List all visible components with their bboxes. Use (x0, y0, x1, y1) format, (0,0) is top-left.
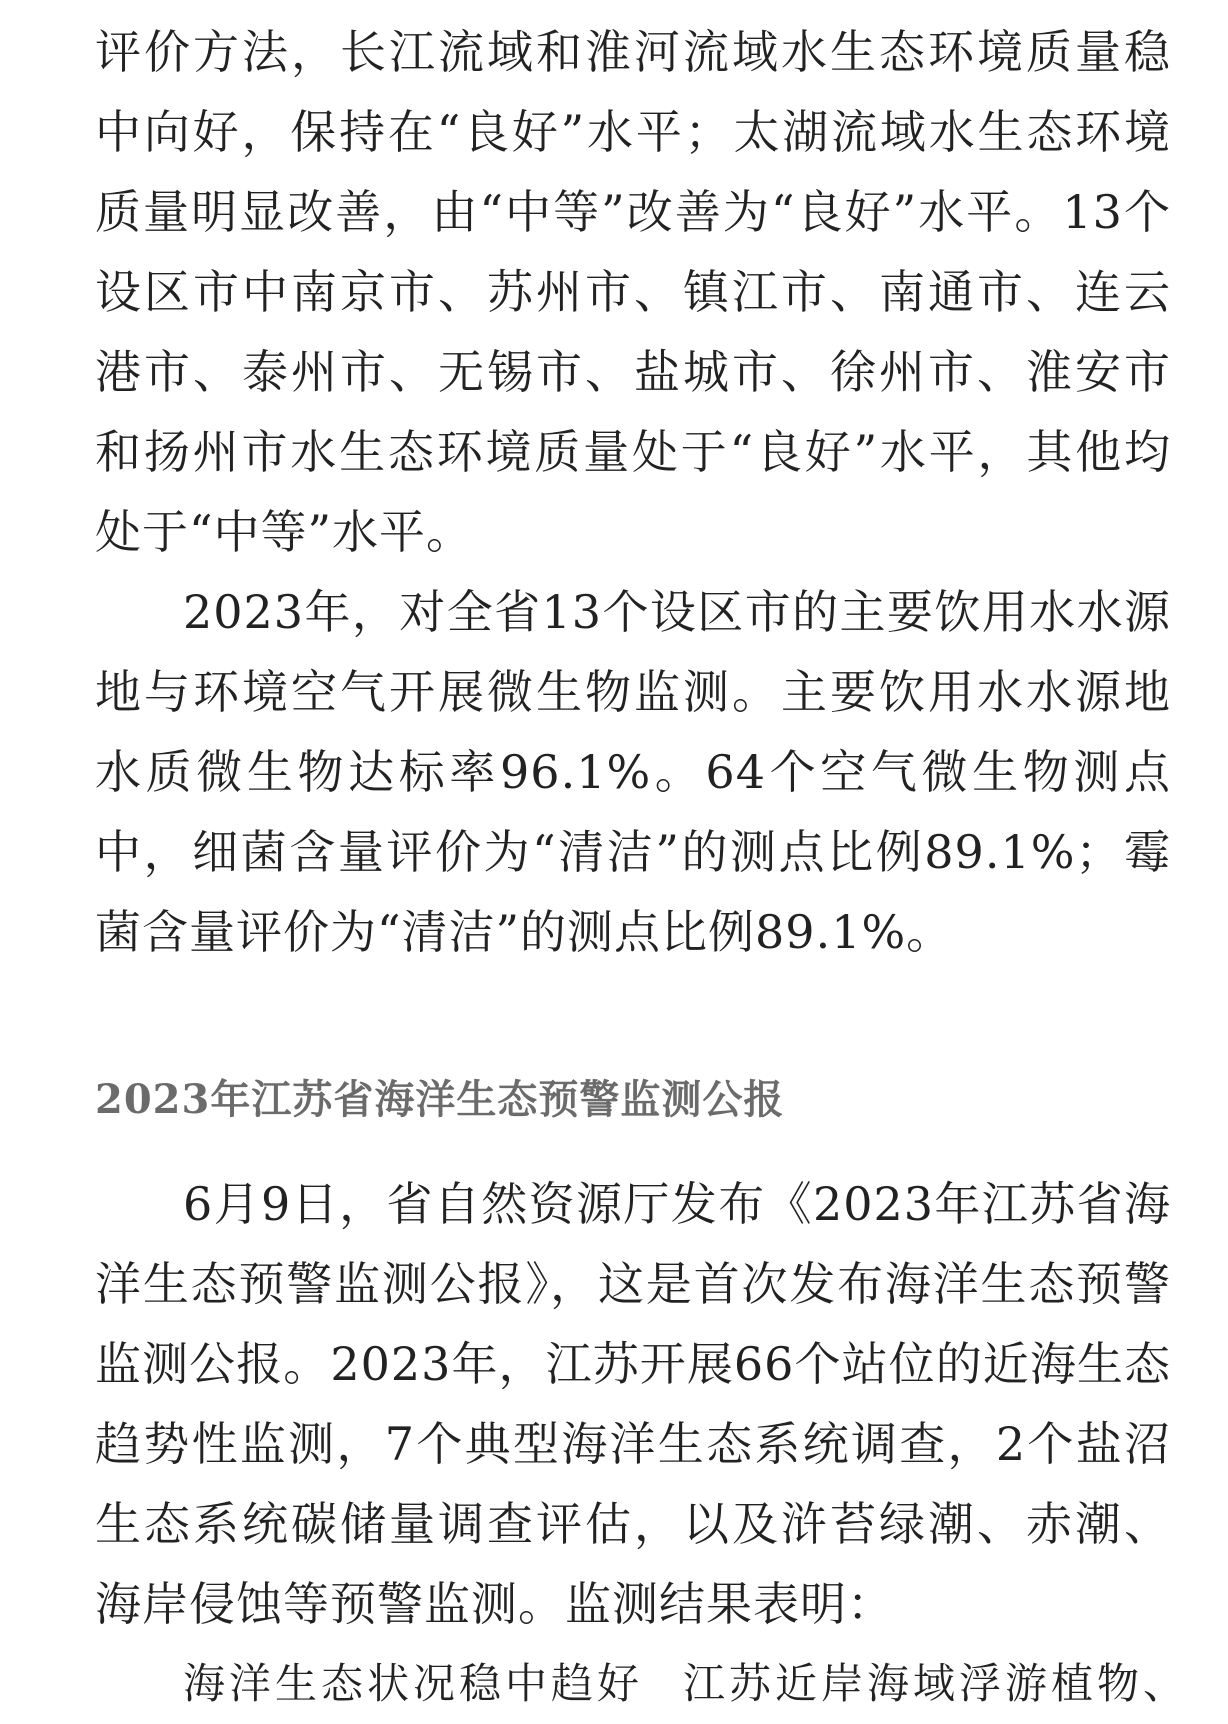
paragraph-marine-status (95, 1644, 1190, 1724)
document-page (95, 12, 1190, 1724)
paragraph-microbial-monitoring: 2023年，对全省13个设区市的主要饮用水水源地与环境空气开展微生物监测。主要饮用水水源地水质微生物达标率96.1%。64个空气微生物测点中，细菌含量评价为“清洁”的测点比例89.1%；霉菌含量评价为“清洁”的测点比例89.1%。 (95, 585, 1171, 959)
paragraph-marine-status-text: 江苏近岸海域浮游植物、 (683, 1659, 1190, 1708)
run-in-title: 海洋生态状况稳中趋好 (183, 1659, 644, 1708)
section-heading-marine-bulletin: 2023年江苏省海洋生态预警监测公报 (95, 1076, 785, 1123)
paragraph-water-ecology: 评价方法，长江流域和淮河流域水生态环境质量稳中向好，保持在“良好”水平；太湖流域水生态环境质量明显改善，由“中等”改善为“良好”水平。13个设区市中南京市、苏州市、镇江市、南通市、连云港市、泰州市、无锡市、盐城市、徐州市、淮安市和扬州市水生态环境质量处于“良好”水平，其他均处于“中等”水平。 (95, 25, 1171, 559)
paragraph-marine-bulletin: 6月9日，省自然资源厅发布《2023年江苏省海洋生态预警监测公报》，这是首次发布海洋生态预警监测公报。2023年，江苏开展66个站位的近海生态趋势性监测，7个典型海洋生态系统调查，2个盐沼生态系统碳储量调查评估，以及浒苔绿潮、赤潮、海岸侵蚀等预警监测。监测结果表明： (95, 1177, 1171, 1631)
